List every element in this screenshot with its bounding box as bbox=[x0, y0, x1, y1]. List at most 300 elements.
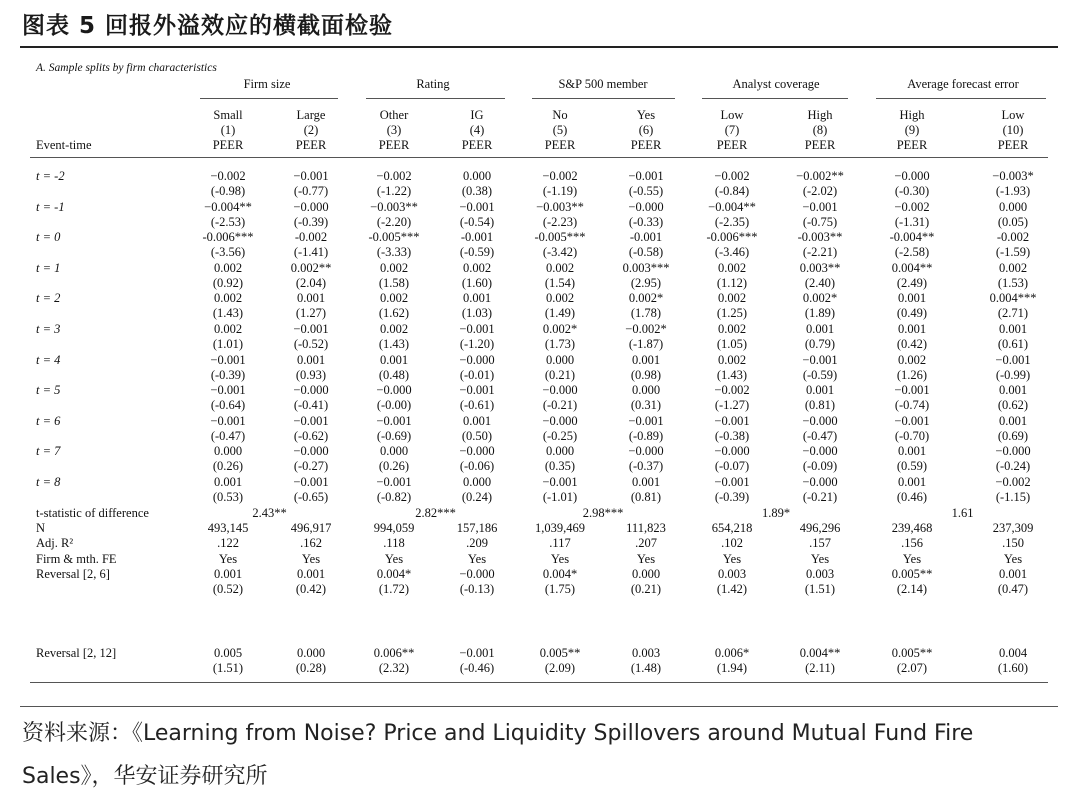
column-number: (2) bbox=[303, 123, 319, 137]
coef-cell: −0.001 bbox=[293, 413, 329, 428]
coef-cell: 0.000 bbox=[545, 444, 575, 459]
stat-cell: Yes bbox=[550, 551, 570, 566]
tstat-cell: (-0.99) bbox=[995, 367, 1031, 382]
coef-cell: −0.003* bbox=[992, 169, 1034, 183]
reversal-6-coef: −0.000 bbox=[459, 567, 495, 581]
coef-cell: 0.001 bbox=[296, 352, 326, 367]
coef-cell: 0.002 bbox=[462, 260, 492, 275]
coef-cell: 0.002 bbox=[545, 291, 575, 306]
column-name: Large bbox=[296, 108, 326, 122]
coef-cell: −0.000 bbox=[542, 383, 578, 398]
reversal-6-tstat: (0.52) bbox=[212, 582, 244, 596]
tstat-cell: (0.26) bbox=[378, 459, 410, 474]
reversal-6-coef: 0.003 bbox=[717, 567, 747, 581]
stat-cell: 496,917 bbox=[290, 521, 332, 535]
tstat-cell: (-0.39) bbox=[210, 367, 246, 382]
stat-label: N bbox=[36, 521, 46, 535]
tstat-cell: (-0.89) bbox=[628, 428, 664, 443]
reversal-6-tstat: (-0.13) bbox=[459, 582, 495, 596]
reversal-12-tstat: (1.94) bbox=[716, 661, 748, 675]
column-type: PEER bbox=[461, 138, 493, 152]
row-label: t = 4 bbox=[36, 352, 61, 367]
stat-cell: 239,468 bbox=[891, 521, 933, 535]
group-header: S&P 500 member bbox=[558, 77, 648, 91]
tstat-cell: (-0.07) bbox=[714, 459, 750, 474]
tstat-cell: (-3.33) bbox=[376, 245, 412, 260]
tstat-cell: (-0.52) bbox=[293, 337, 329, 351]
coef-cell: 0.001 bbox=[805, 383, 835, 398]
coef-cell: 0.001 bbox=[379, 352, 409, 367]
tstat-cell: (-0.00) bbox=[376, 398, 412, 413]
reversal-12-tstat: (-0.46) bbox=[459, 661, 495, 675]
reversal-12-tstat: (1.60) bbox=[997, 661, 1029, 675]
coef-cell: -0.006*** bbox=[706, 230, 758, 245]
stat-cell: .102 bbox=[721, 536, 743, 551]
row-label: t = 5 bbox=[36, 383, 61, 398]
tstat-cell: (1.53) bbox=[997, 275, 1029, 290]
tstat-cell: (0.24) bbox=[461, 490, 493, 504]
coef-cell: 0.002* bbox=[542, 322, 578, 336]
source-line-1: 资料来源：《Learning from Noise? Price and Liquidity Spillovers around Mutual Fund Fire bbox=[22, 721, 974, 746]
coef-cell: −0.001 bbox=[714, 413, 750, 428]
tstat-cell: (-3.42) bbox=[542, 245, 578, 260]
coef-cell: −0.001 bbox=[802, 352, 838, 367]
row-label: t = -2 bbox=[36, 169, 65, 183]
tstat-cell: (1.58) bbox=[378, 275, 410, 290]
tstat-cell: (-0.09) bbox=[802, 459, 838, 474]
stat-cell: 157,186 bbox=[456, 521, 498, 535]
column-type: PEER bbox=[295, 138, 327, 152]
tstat-cell: (-0.98) bbox=[210, 184, 246, 198]
tstat-cell: (0.26) bbox=[212, 459, 244, 474]
tstat-cell: (1.25) bbox=[716, 306, 748, 321]
column-type: PEER bbox=[212, 138, 244, 152]
coef-cell: 0.001 bbox=[296, 291, 326, 306]
table-bottom-rule bbox=[30, 682, 1048, 683]
coef-cell: −0.001 bbox=[293, 475, 329, 489]
coef-cell: -0.002 bbox=[996, 230, 1030, 245]
coef-cell: 0.001 bbox=[462, 413, 492, 428]
coef-cell: −0.000 bbox=[542, 413, 578, 428]
coef-cell: 0.004** bbox=[891, 260, 933, 275]
tstat-cell: (2.71) bbox=[997, 306, 1029, 321]
coef-cell: 0.000 bbox=[213, 444, 243, 459]
coef-cell: −0.004** bbox=[204, 199, 252, 214]
coef-cell: 0.001 bbox=[998, 413, 1028, 428]
coef-cell: 0.002 bbox=[717, 352, 747, 367]
coef-cell: −0.001 bbox=[714, 475, 750, 489]
coef-cell: −0.002 bbox=[894, 199, 930, 214]
coef-cell: −0.003** bbox=[536, 199, 584, 214]
stat-cell: .117 bbox=[549, 536, 571, 551]
reversal-6-coef: 0.001 bbox=[296, 567, 326, 581]
tstat-cell: (1.49) bbox=[544, 306, 576, 321]
coef-cell: 0.000 bbox=[998, 199, 1028, 214]
column-number: (1) bbox=[220, 123, 236, 137]
tstat-cell: (1.03) bbox=[461, 306, 493, 321]
diff-label: t-statistic of difference bbox=[36, 506, 149, 520]
coef-cell: −0.000 bbox=[802, 413, 838, 428]
reversal-12-coef: 0.000 bbox=[296, 646, 326, 660]
stat-cell: 493,145 bbox=[207, 521, 249, 535]
tstat-cell: (-1.87) bbox=[628, 337, 664, 351]
coef-cell: 0.002 bbox=[379, 322, 409, 336]
tstat-cell: (1.73) bbox=[544, 337, 576, 351]
coef-cell: 0.002* bbox=[802, 291, 838, 306]
tstat-cell: (-0.27) bbox=[293, 459, 329, 474]
diff-value: 2.43** bbox=[252, 506, 287, 520]
row-label: t = 0 bbox=[36, 230, 61, 245]
tstat-cell: (1.01) bbox=[212, 337, 244, 351]
tstat-cell: (-3.56) bbox=[210, 245, 246, 260]
column-type: PEER bbox=[997, 138, 1029, 152]
coef-cell: -0.005*** bbox=[368, 230, 420, 245]
coef-cell: 0.001 bbox=[462, 291, 492, 306]
column-type: PEER bbox=[716, 138, 748, 152]
group-underline bbox=[876, 98, 1046, 99]
tstat-cell: (-0.06) bbox=[459, 459, 495, 474]
coef-cell: -0.003** bbox=[797, 230, 843, 245]
coef-cell: −0.001 bbox=[210, 383, 246, 398]
coef-cell: −0.001 bbox=[995, 352, 1031, 367]
tstat-cell: (0.92) bbox=[212, 275, 244, 290]
tstat-cell: (1.78) bbox=[630, 306, 662, 321]
tstat-cell: (-0.59) bbox=[802, 367, 838, 382]
coef-cell: 0.000 bbox=[631, 383, 661, 398]
tstat-cell: (-2.23) bbox=[542, 214, 578, 229]
tstat-cell: (-0.21) bbox=[542, 398, 578, 413]
column-number: (6) bbox=[638, 123, 654, 137]
row-label: t = 2 bbox=[36, 291, 61, 306]
coef-cell: −0.000 bbox=[802, 444, 838, 459]
group-header: Rating bbox=[416, 77, 450, 91]
tstat-cell: (-1.41) bbox=[293, 245, 329, 260]
reversal-12-tstat: (1.48) bbox=[630, 661, 662, 675]
column-type: PEER bbox=[630, 138, 662, 152]
tstat-cell: (1.60) bbox=[461, 275, 493, 290]
column-name: Yes bbox=[636, 108, 656, 122]
stat-cell: Yes bbox=[467, 551, 487, 566]
tstat-cell: (-0.25) bbox=[542, 428, 578, 443]
tstat-cell: (0.59) bbox=[896, 459, 928, 474]
coef-cell: 0.004*** bbox=[989, 291, 1037, 306]
tstat-cell: (-0.64) bbox=[210, 398, 246, 413]
tstat-cell: (-0.47) bbox=[802, 428, 838, 443]
tstat-cell: (-0.30) bbox=[894, 184, 930, 198]
tstat-cell: (1.43) bbox=[378, 337, 410, 351]
tstat-cell: (-0.37) bbox=[628, 459, 664, 474]
coef-cell: 0.002 bbox=[379, 291, 409, 306]
group-underline bbox=[702, 98, 848, 99]
diff-value: 2.82*** bbox=[415, 506, 456, 520]
group-header: Average forecast error bbox=[907, 77, 1019, 91]
coef-cell: −0.000 bbox=[628, 444, 664, 459]
reversal-6-coef: 0.004* bbox=[376, 567, 412, 581]
reversal-12-coef: 0.005 bbox=[213, 646, 243, 660]
column-type: PEER bbox=[804, 138, 836, 152]
reversal-6-coef: 0.003 bbox=[805, 567, 835, 581]
coef-cell: 0.002 bbox=[213, 291, 243, 306]
reversal-6-tstat: (1.51) bbox=[804, 582, 836, 596]
coef-cell: −0.000 bbox=[995, 444, 1031, 459]
coef-cell: 0.001 bbox=[998, 383, 1028, 398]
tstat-cell: (0.05) bbox=[997, 214, 1029, 229]
coef-cell: 0.002 bbox=[213, 260, 243, 275]
coef-cell: −0.001 bbox=[894, 413, 930, 428]
row-label: t = 1 bbox=[36, 260, 61, 275]
coef-cell: −0.002 bbox=[376, 169, 412, 183]
reversal-6-coef: 0.001 bbox=[998, 567, 1028, 581]
tstat-cell: (-1.22) bbox=[376, 184, 412, 198]
coef-cell: −0.000 bbox=[802, 475, 838, 489]
reversal-6-tstat: (0.42) bbox=[295, 582, 327, 596]
row-label: t = 8 bbox=[36, 475, 61, 489]
tstat-cell: (-0.41) bbox=[293, 398, 329, 413]
column-number: (10) bbox=[1002, 123, 1024, 137]
column-number: (5) bbox=[552, 123, 568, 137]
coef-cell: 0.003** bbox=[799, 260, 841, 275]
tstat-cell: (-0.65) bbox=[293, 490, 329, 504]
coef-cell: -0.006*** bbox=[202, 230, 254, 245]
diff-value: 1.61 bbox=[951, 506, 974, 520]
coef-cell: −0.001 bbox=[210, 413, 246, 428]
coef-cell: 0.002 bbox=[545, 260, 575, 275]
reversal-6-label: Reversal [2, 6] bbox=[36, 567, 110, 581]
tstat-cell: (1.43) bbox=[716, 367, 748, 382]
column-type: PEER bbox=[544, 138, 576, 152]
coef-cell: −0.001 bbox=[459, 383, 495, 398]
coef-cell: −0.001 bbox=[894, 383, 930, 398]
coef-cell: 0.000 bbox=[545, 352, 575, 367]
tstat-cell: (1.54) bbox=[544, 275, 576, 290]
tstat-cell: (-1.31) bbox=[894, 214, 930, 229]
tstat-cell: (-0.75) bbox=[802, 214, 838, 229]
stat-cell: Yes bbox=[902, 551, 922, 566]
reversal-12-coef: 0.003 bbox=[631, 646, 661, 660]
coef-cell: −0.000 bbox=[894, 169, 930, 183]
tstat-cell: (0.61) bbox=[997, 337, 1029, 351]
stat-cell: .150 bbox=[1002, 536, 1024, 551]
tstat-cell: (-2.20) bbox=[376, 214, 412, 229]
stat-cell: .118 bbox=[383, 536, 405, 551]
tstat-cell: (1.43) bbox=[212, 306, 244, 321]
coef-cell: −0.001 bbox=[293, 169, 329, 183]
stat-label: Adj. R² bbox=[36, 536, 74, 551]
reversal-12-coef: 0.005** bbox=[539, 646, 581, 660]
stat-cell: .157 bbox=[809, 536, 831, 551]
row-label: t = 6 bbox=[36, 413, 61, 428]
stat-cell: 654,218 bbox=[711, 521, 753, 535]
source-line-2: Sales》，华安证券研究所 bbox=[22, 764, 268, 789]
coef-cell: −0.001 bbox=[802, 199, 838, 214]
stat-cell: Yes bbox=[218, 551, 238, 566]
coef-cell: −0.002 bbox=[714, 169, 750, 183]
reversal-6-tstat: (2.14) bbox=[896, 582, 928, 596]
column-number: (3) bbox=[386, 123, 402, 137]
reversal-6-tstat: (0.47) bbox=[997, 582, 1029, 596]
title-rule bbox=[20, 46, 1058, 48]
coef-cell: 0.000 bbox=[462, 475, 492, 489]
row-label: t = 3 bbox=[36, 322, 61, 336]
reversal-6-coef: 0.005** bbox=[891, 567, 933, 581]
tstat-cell: (-0.69) bbox=[376, 428, 412, 443]
stat-cell: 1,039,469 bbox=[535, 521, 585, 535]
stat-cell: .162 bbox=[300, 536, 322, 551]
coef-cell: 0.001 bbox=[631, 475, 661, 489]
column-name: Small bbox=[213, 108, 243, 122]
tstat-cell: (-0.38) bbox=[714, 428, 750, 443]
tstat-cell: (0.31) bbox=[630, 398, 662, 413]
coef-cell: −0.004** bbox=[708, 199, 756, 214]
coef-cell: −0.000 bbox=[628, 199, 664, 214]
coef-cell: −0.000 bbox=[714, 444, 750, 459]
stat-cell: .209 bbox=[466, 536, 488, 551]
tstat-cell: (0.48) bbox=[378, 367, 410, 382]
coef-cell: 0.001 bbox=[897, 444, 927, 459]
tstat-cell: (-0.70) bbox=[894, 428, 930, 443]
tstat-cell: (2.49) bbox=[896, 275, 928, 290]
tstat-cell: (-0.47) bbox=[210, 428, 246, 443]
coef-cell: −0.000 bbox=[293, 383, 329, 398]
coef-cell: 0.001 bbox=[998, 322, 1028, 336]
coef-cell: −0.001 bbox=[376, 413, 412, 428]
tstat-cell: (0.50) bbox=[461, 428, 493, 443]
coef-cell: −0.000 bbox=[376, 383, 412, 398]
coef-cell: 0.001 bbox=[213, 475, 243, 489]
tstat-cell: (1.89) bbox=[804, 306, 836, 321]
tstat-cell: (0.21) bbox=[544, 367, 576, 382]
coef-cell: 0.002 bbox=[897, 352, 927, 367]
tstat-cell: (-0.55) bbox=[628, 184, 664, 198]
tstat-cell: (-0.01) bbox=[459, 367, 495, 382]
bottom-rule bbox=[20, 706, 1058, 707]
tstat-cell: (0.35) bbox=[544, 459, 576, 474]
coef-cell: −0.002* bbox=[625, 322, 667, 336]
tstat-cell: (1.05) bbox=[716, 337, 748, 351]
tstat-cell: (-0.39) bbox=[714, 490, 750, 504]
tstat-cell: (-0.59) bbox=[459, 245, 495, 260]
coef-cell: 0.002 bbox=[998, 260, 1028, 275]
coef-cell: −0.002** bbox=[796, 169, 844, 183]
tstat-cell: (-0.62) bbox=[293, 428, 329, 443]
coef-cell: −0.000 bbox=[459, 352, 495, 367]
stat-cell: 994,059 bbox=[373, 521, 415, 535]
tstat-cell: (0.81) bbox=[630, 490, 662, 504]
stat-cell: .156 bbox=[901, 536, 923, 551]
coef-cell: -0.001 bbox=[629, 230, 663, 245]
column-name: Low bbox=[1001, 108, 1025, 122]
tstat-cell: (0.42) bbox=[896, 337, 928, 351]
reversal-12-coef: −0.001 bbox=[459, 646, 495, 660]
coef-cell: −0.001 bbox=[376, 475, 412, 489]
group-header: Firm size bbox=[243, 77, 291, 91]
coef-cell: -0.005*** bbox=[534, 230, 586, 245]
tstat-cell: (0.53) bbox=[212, 490, 244, 504]
tstat-cell: (-1.01) bbox=[542, 490, 578, 504]
tstat-cell: (-3.46) bbox=[714, 245, 750, 260]
tstat-cell: (2.95) bbox=[630, 275, 662, 290]
column-type: PEER bbox=[378, 138, 410, 152]
stat-cell: Yes bbox=[301, 551, 321, 566]
figure-title: 图表 5 回报外溢效应的横截面检验 bbox=[22, 13, 394, 39]
stat-cell: Yes bbox=[384, 551, 404, 566]
stat-cell: 496,296 bbox=[799, 521, 841, 535]
coef-cell: 0.001 bbox=[897, 322, 927, 336]
tstat-cell: (0.69) bbox=[997, 428, 1029, 443]
reversal-12-coef: 0.004** bbox=[799, 646, 841, 660]
column-type: PEER bbox=[896, 138, 928, 152]
coef-cell: −0.000 bbox=[293, 199, 329, 214]
stat-cell: .122 bbox=[217, 536, 239, 551]
header-rule bbox=[30, 157, 1048, 158]
stat-label: Firm & mth. FE bbox=[36, 551, 117, 566]
reversal-12-tstat: (2.11) bbox=[805, 661, 835, 675]
coef-cell: 0.002 bbox=[717, 322, 747, 336]
reversal-12-tstat: (2.32) bbox=[378, 661, 410, 675]
reversal-12-coef: 0.006** bbox=[373, 646, 415, 660]
column-name: Low bbox=[720, 108, 744, 122]
tstat-cell: (-0.54) bbox=[459, 214, 495, 229]
coef-cell: -0.004** bbox=[889, 230, 935, 245]
group-header: Analyst coverage bbox=[732, 77, 820, 91]
stat-cell: Yes bbox=[1003, 551, 1023, 566]
reversal-12-tstat: (0.28) bbox=[295, 661, 327, 675]
stat-cell: 237,309 bbox=[992, 521, 1034, 535]
stat-cell: Yes bbox=[810, 551, 830, 566]
reversal-12-coef: 0.005** bbox=[891, 646, 933, 660]
coef-cell: 0.001 bbox=[897, 291, 927, 306]
coef-cell: −0.002 bbox=[210, 169, 246, 183]
reversal-12-coef: 0.006* bbox=[714, 646, 750, 660]
reversal-12-tstat: (2.09) bbox=[544, 661, 576, 675]
diff-value: 2.98*** bbox=[582, 506, 624, 520]
stat-cell: 111,823 bbox=[626, 521, 666, 535]
column-name: No bbox=[552, 108, 568, 122]
diff-value: 1.89* bbox=[761, 506, 791, 520]
tstat-cell: (0.98) bbox=[630, 367, 662, 382]
coef-cell: −0.000 bbox=[293, 444, 329, 459]
tstat-cell: (1.12) bbox=[716, 275, 748, 290]
reversal-6-coef: 0.000 bbox=[631, 567, 661, 581]
reversal-12-tstat: (2.07) bbox=[896, 661, 928, 675]
coef-cell: −0.001 bbox=[459, 322, 495, 336]
tstat-cell: (-2.53) bbox=[210, 214, 246, 229]
tstat-cell: (1.26) bbox=[896, 367, 928, 382]
coef-cell: −0.001 bbox=[628, 413, 664, 428]
reversal-6-tstat: (0.21) bbox=[630, 582, 662, 596]
coef-cell: −0.001 bbox=[293, 322, 329, 336]
tstat-cell: (-1.15) bbox=[995, 490, 1031, 504]
coef-cell: 0.002 bbox=[717, 291, 747, 306]
tstat-cell: (-1.19) bbox=[542, 184, 578, 198]
tstat-cell: (-1.27) bbox=[714, 398, 750, 413]
reversal-6-coef: 0.001 bbox=[213, 567, 243, 581]
tstat-cell: (-0.74) bbox=[894, 398, 930, 413]
coef-cell: 0.001 bbox=[631, 352, 661, 367]
reversal-6-tstat: (1.42) bbox=[716, 582, 748, 596]
tstat-cell: (-2.35) bbox=[714, 214, 750, 229]
column-number: (7) bbox=[724, 123, 740, 137]
tstat-cell: (-0.58) bbox=[628, 245, 664, 260]
tstat-cell: (-2.02) bbox=[802, 184, 838, 198]
column-name: High bbox=[899, 108, 925, 122]
column-number: (9) bbox=[904, 123, 920, 137]
tstat-cell: (1.27) bbox=[295, 306, 327, 321]
coef-cell: -0.002 bbox=[294, 230, 328, 245]
coef-cell: −0.002 bbox=[542, 169, 578, 183]
coef-cell: −0.001 bbox=[210, 352, 246, 367]
coef-cell: 0.002* bbox=[628, 291, 664, 306]
